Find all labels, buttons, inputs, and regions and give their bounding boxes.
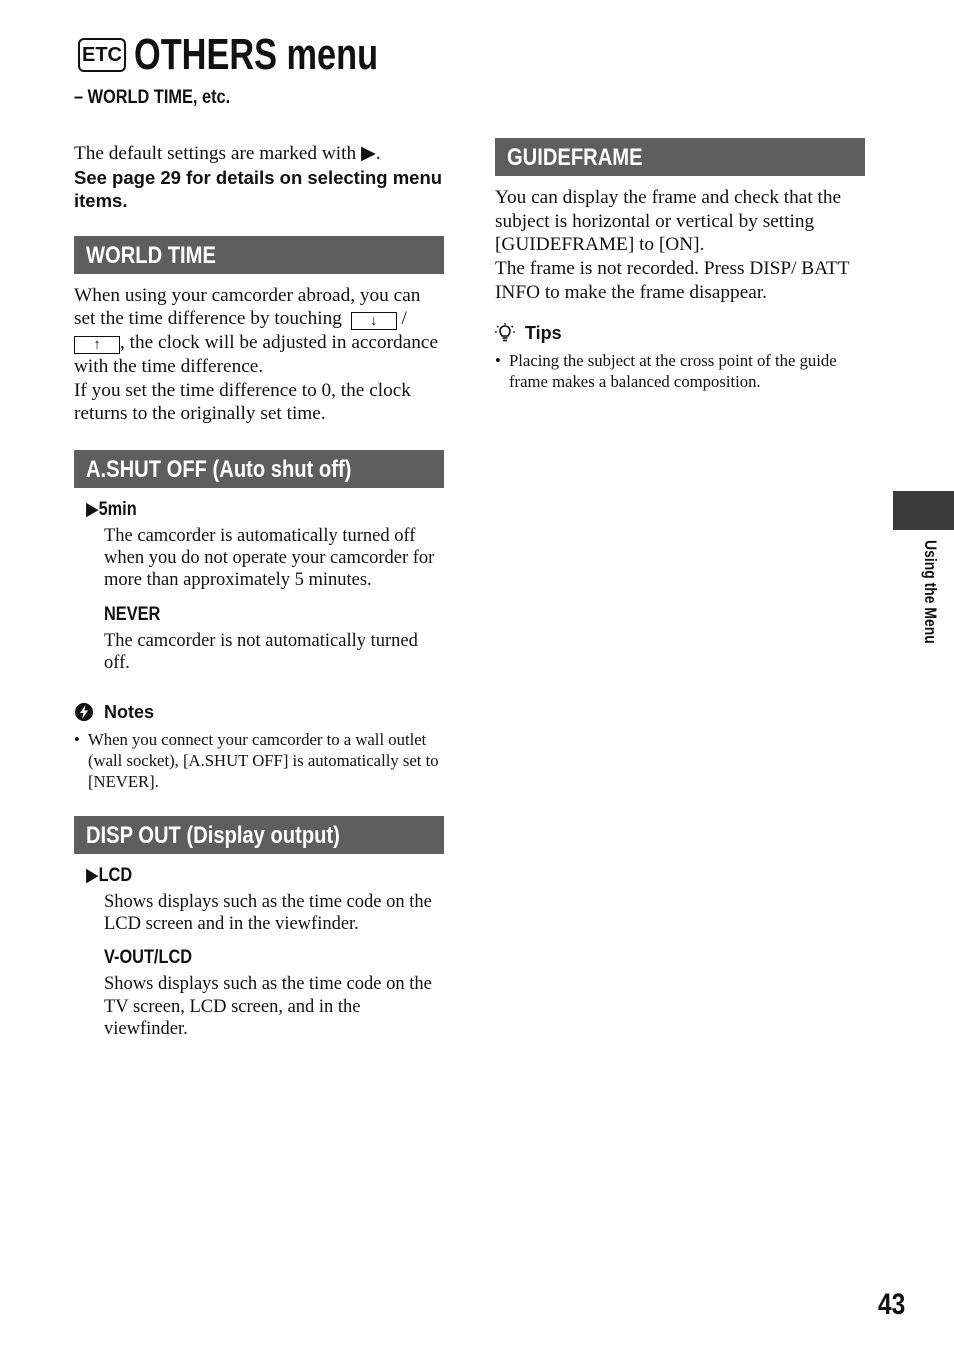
notes-heading xyxy=(74,702,444,723)
option-label-lcd: ▶LCD xyxy=(86,864,133,886)
tips-heading-text: Tips xyxy=(525,322,562,343)
world-time-text-2: , the clock will be adjusted in accordance with the time difference. xyxy=(74,332,439,377)
left-column xyxy=(74,140,444,1040)
guideframe-text: You can display the frame and check that the subject is horizontal or vertical by setting [GUIDEFRAME] to [ON]. xyxy=(495,187,842,256)
page-title: OTHERS menu xyxy=(134,30,379,79)
page-subtitle: – WORLD TIME, etc. xyxy=(74,87,231,108)
notes-heading-text: Notes xyxy=(104,701,155,722)
option-desc-lcd: Shows displays such as the time code on the LCD screen and in the viewfinder. xyxy=(104,891,432,935)
etc-icon: ETC xyxy=(78,38,126,72)
up-button[interactable]: ↑ xyxy=(74,336,120,354)
notes-icon xyxy=(74,702,94,722)
lightbulb-icon xyxy=(495,323,515,343)
side-tab-marker xyxy=(893,491,954,530)
option-label-never: NEVER xyxy=(104,603,161,625)
section-world-time xyxy=(74,236,444,274)
section-heading: WORLD TIME xyxy=(86,241,216,269)
see-page-note: See page 29 for details on selecting menu items. xyxy=(74,166,443,211)
down-button[interactable]: ↓ xyxy=(351,312,397,330)
tips-heading xyxy=(495,323,865,344)
option-desc-5min: The camcorder is automatically turned off when you do not operate your camcorder for more than approximately 5 minutes. xyxy=(104,525,435,591)
guideframe-note: The frame is not recorded. Press DISP/ BATT INFO to make the frame disappear. xyxy=(495,258,850,303)
page-number: 43 xyxy=(878,1288,906,1321)
world-time-text-1: When using your camcorder abroad, you can set the time difference by touching xyxy=(74,284,421,330)
section-heading: A.SHUT OFF (Auto shut off) xyxy=(86,455,352,483)
section-disp-out xyxy=(74,816,444,854)
section-shut-off xyxy=(74,450,444,488)
option-desc-never: The camcorder is not automatically turned off. xyxy=(104,630,418,673)
side-tab-label xyxy=(920,540,940,667)
option-label-v-out-lcd: V-OUT/LCD xyxy=(104,947,193,969)
tip-item: • Placing the subject at the cross point of the guide frame makes a balanced composition. xyxy=(495,350,865,392)
button-separator: / xyxy=(401,308,407,330)
world-time-reset-text: If you set the time difference to 0, the clock returns to the originally set time. xyxy=(74,379,411,425)
option-label-5min: ▶5min xyxy=(86,498,137,520)
page-header xyxy=(78,30,447,80)
section-guideframe xyxy=(495,138,865,176)
option-desc-v-out-lcd: Shows displays such as the time code on the TV screen, LCD screen, and in the viewfinder. xyxy=(104,974,432,1039)
default-note: The default settings are marked with ▶. xyxy=(74,143,381,164)
side-tab-label-text: Using the Menu xyxy=(921,540,940,644)
right-column xyxy=(495,138,865,392)
note-item: • When you connect your camcorder to a wall outlet (wall socket), [A.SHUT OFF] is automatically set to [NEVER]. xyxy=(74,729,444,792)
section-heading: GUIDEFRAME xyxy=(507,144,643,171)
world-time-text xyxy=(74,284,444,379)
section-heading: DISP OUT (Display output) xyxy=(86,821,340,849)
